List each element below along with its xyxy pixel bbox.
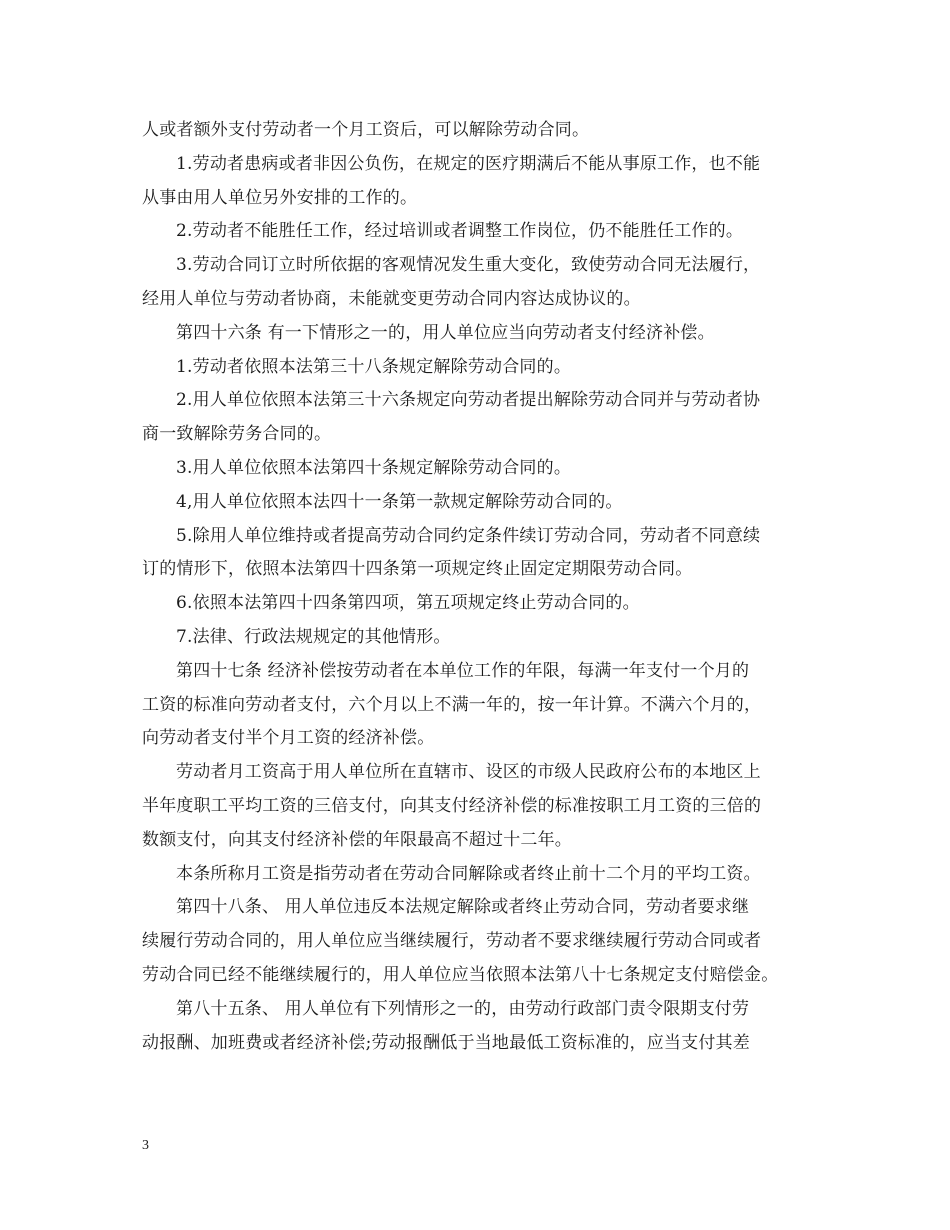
document-body xyxy=(142,114,810,1060)
text-line: 商一致解除劳务合同的。 xyxy=(142,424,332,445)
text-line: 数额支付，向其支付经济补偿的年限最高不超过十二年。 xyxy=(142,829,572,850)
text-line: 4,用人单位依照本法四十一条第一款规定解除劳动合同的。 xyxy=(176,491,623,512)
text-line: 3.劳动合同订立时所依据的客观情况发生重大变化，致使劳动合同无法履行， xyxy=(176,255,761,276)
text-line: 7.法律、行政法规规定的其他情形。 xyxy=(176,626,451,647)
text-line: 第八十五条、 用人单位有下列情形之一的，由劳动行政部门责令限期支付劳 xyxy=(176,998,750,1019)
text-line: 1.劳动者依照本法第三十八条规定解除劳动合同的。 xyxy=(176,356,572,377)
text-line: 续履行劳动合同的，用人单位应当继续履行，劳动者不要求继续履行劳动合同或者 xyxy=(142,931,762,952)
text-line: 第四十六条 有一下情形之一的，用人单位应当向劳动者支付经济补偿。 xyxy=(176,322,715,343)
text-line: 2.用人单位依照本法第三十六条规定向劳动者提出解除劳动合同并与劳动者协 xyxy=(176,390,761,411)
text-line: 5.除用人单位维持或者提高劳动合同约定条件续订劳动合同，劳动者不同意续 xyxy=(176,525,761,546)
text-line: 2.劳动者不能胜任工作，经过培训或者调整工作岗位，仍不能胜任工作的。 xyxy=(176,221,744,242)
page-number: 3 xyxy=(142,1138,149,1153)
text-line: 6.依照本法第四十四条第四项，第五项规定终止劳动合同的。 xyxy=(176,593,640,614)
text-line: 动报酬、加班费或者经济补偿;劳动报酬低于当地最低工资标准的，应当支付其差 xyxy=(142,1032,750,1053)
text-line: 经用人单位与劳动者协商，未能就变更劳动合同内容达成协议的。 xyxy=(142,288,641,309)
text-line: 人或者额外支付劳动者一个月工资后，可以解除劳动合同。 xyxy=(142,120,590,140)
text-line: 从事由用人单位另外安排的工作的。 xyxy=(142,187,418,208)
text-line: 劳动合同已经不能继续履行的，用人单位应当依照本法第八十七条规定支付赔偿金。 xyxy=(142,964,779,985)
text-line: 半年度职工平均工资的三倍支付，向其支付经济补偿的标准按职工月工资的三倍的 xyxy=(142,795,762,816)
text-line: 第四十八条、 用人单位违反本法规定解除或者终止劳动合同，劳动者要求继 xyxy=(176,897,750,918)
text-line: 订的情形下，依照本法第四十四条第一项规定终止固定定期限劳动合同。 xyxy=(142,559,693,580)
text-line: 工资的标准向劳动者支付，六个月以上不满一年的，按一年计算。不满六个月的， xyxy=(142,694,762,715)
text-line: 劳动者月工资高于用人单位所在直辖市、设区的市级人民政府公布的本地区上 xyxy=(176,762,761,783)
text-line: 向劳动者支付半个月工资的经济补偿。 xyxy=(142,728,435,749)
text-line: 第四十七条 经济补偿按劳动者在本单位工作的年限，每满一年支付一个月的 xyxy=(176,660,750,681)
text-line: 3.用人单位依照本法第四十条规定解除劳动合同的。 xyxy=(176,457,572,478)
text-line: 本条所称月工资是指劳动者在劳动合同解除或者终止前十二个月的平均工资。 xyxy=(176,863,761,884)
text-line: 1.劳动者患病或者非因公负伤，在规定的医疗期满后不能从事原工作，也不能 xyxy=(176,153,761,174)
